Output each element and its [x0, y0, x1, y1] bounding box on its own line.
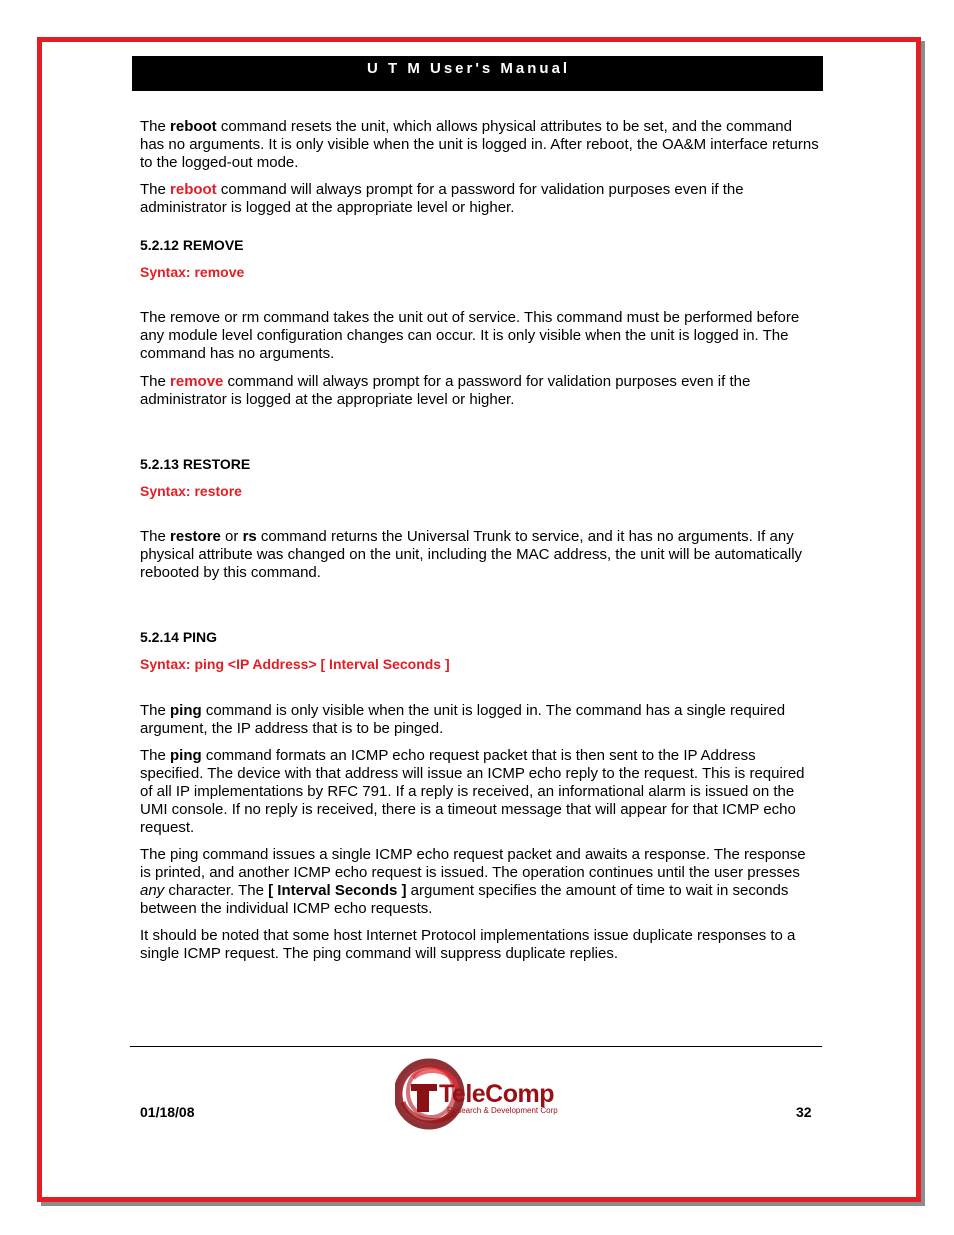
ping-paragraph-2: The ping command formats an ICMP echo request packet that is then sent to the IP Address specified. The device with that address will issue an ICMP echo reply to the request. This is required of all IP implementations by RFC 791. If a reply is received, an informational alarm is issued on the UMI console. If no reply is received, there is a timeout message that will appear for that ICMP echo request.: [140, 747, 805, 836]
remove-command-red: remove: [170, 373, 224, 390]
remove-syntax: Syntax: remove: [140, 264, 245, 280]
page-content: [140, 118, 820, 963]
page-number: 32: [796, 1104, 812, 1120]
reboot-command: reboot: [170, 118, 217, 135]
remove-paragraph-1: The remove or rm command takes the unit out of service. This command must be performed before any module level configuration changes can occur. It is only visible when the unit is logged in. The command has no arguments.: [140, 309, 800, 362]
ping-heading: 5.2.14 PING: [140, 629, 218, 645]
restore-heading: 5.2.13 RESTORE: [140, 456, 251, 472]
ping-command-2: ping: [170, 747, 202, 764]
remove-heading: 5.2.12 REMOVE: [140, 237, 244, 253]
restore-command: restore: [170, 528, 221, 545]
page-header-bar: [132, 56, 823, 91]
restore-syntax: Syntax: restore: [140, 483, 242, 499]
reboot-command-red: reboot: [170, 181, 217, 198]
logo-tagline: Research & Development Corp: [447, 1106, 558, 1115]
rs-command: rs: [242, 528, 257, 545]
interval-seconds-arg: [ Interval Seconds ]: [268, 882, 407, 899]
ping-paragraph-1: The ping command is only visible when the unit is logged in. The command has a single required argument, the IP address that is to be pinged.: [140, 702, 786, 737]
ping-command: ping: [170, 702, 202, 719]
ping-paragraph-4: It should be noted that some host Internet Protocol implementations issue duplicate responses to a single ICMP request. The ping command will suppress duplicate replies.: [140, 927, 796, 962]
footer-date: 01/18/08: [140, 1104, 195, 1120]
footer-rule: [130, 1046, 822, 1047]
reboot-paragraph-1: The reboot command resets the unit, which allows physical attributes to be set, and the command has no arguments. It is only visible when the unit is logged in. After reboot, the OA&M interface returns to the logged-out mode.: [140, 118, 819, 171]
logo-wordmark: TeleComp: [439, 1080, 554, 1108]
manual-title: U T M User's Manual: [367, 60, 571, 77]
restore-paragraph-1: The restore or rs command returns the Universal Trunk to service, and it has no arguments. If any physical attribute was changed on the unit, including the MAC address, the unit will be automatically rebooted by this command.: [140, 528, 803, 581]
any-emphasis: any: [140, 882, 165, 899]
remove-paragraph-2: The remove command will always prompt for a password for validation purposes even if the administrator is logged at the appropriate level or higher.: [140, 373, 751, 408]
ping-paragraph-3: The ping command issues a single ICMP echo request packet and awaits a response. The response is printed, and another ICMP echo request is issued. The operation continues until the user presses any character. The [ Interval Seconds ] argument specifies the amount of time to wait in seconds between the individual ICMP echo requests.: [140, 846, 806, 917]
telecomp-logo: [395, 1058, 575, 1130]
reboot-paragraph-2: The reboot command will always prompt for a password for validation purposes even if the administrator is logged at the appropriate level or higher.: [140, 181, 744, 216]
ping-syntax: Syntax: ping <IP Address> [ Interval Seconds ]: [140, 656, 450, 672]
